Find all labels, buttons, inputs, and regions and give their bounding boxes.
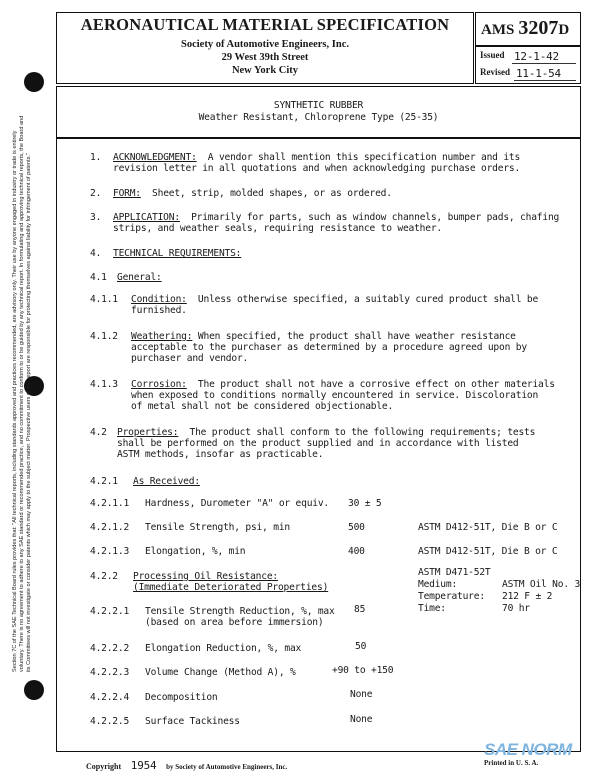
society-name: Society of Automotive Engineers, Inc.	[181, 39, 349, 50]
section-3-title: APPLICATION:	[113, 212, 180, 223]
elongation-value: 400	[348, 546, 365, 557]
tensile-method: ASTM D412-51T, Die B or C	[418, 522, 558, 533]
city: New York City	[231, 65, 299, 76]
decomp-label: Decomposition	[145, 692, 218, 703]
tensile-number: 4.2.1.2	[90, 522, 130, 533]
section-4-1-1-title: Condition:	[131, 294, 187, 305]
issued-date: 12-1-42	[514, 50, 559, 63]
revised-date: 11-1-54	[516, 67, 561, 80]
section-4-1-2-line-1	[131, 331, 516, 342]
section-4-1-3-title: Corrosion:	[131, 379, 187, 390]
medium-value: ASTM Oil No. 3	[502, 579, 581, 590]
section-4-1-1-number: 4.1.1	[90, 294, 118, 305]
spec-title: AERONAUTICAL MATERIAL SPECIFICATION	[80, 15, 450, 34]
section-4-2-text: The product shall conform to the following requirements; tests	[189, 427, 536, 438]
time-value: 70 hr	[502, 603, 530, 614]
medium-label: Medium:	[418, 579, 458, 590]
copyright-word: Copyright	[86, 762, 122, 771]
dates-box	[475, 46, 581, 84]
subject-line2: Weather Resistant, Chloroprene Type (25-35)	[198, 112, 439, 123]
copyright-year: 1954	[130, 759, 157, 772]
section-4-1-2-line-3: purchaser and vendor.	[131, 353, 249, 364]
section-1-line-2: revision letter in all quotations and when acknowledging purchase orders.	[113, 163, 521, 174]
printed-in-usa: Printed in U. S. A.	[484, 759, 539, 767]
section-4-1-3-text: The product shall not have a corrosive effect on other materials	[197, 379, 555, 390]
elongation-number: 4.2.1.3	[90, 546, 130, 557]
section-4-1-2-number: 4.1.2	[90, 331, 118, 342]
sae-norm-logo	[484, 740, 572, 760]
section-4-1-1-text: Unless otherwise specified, a suitably cured product shall be	[197, 294, 539, 305]
tack-label: Surface Tackiness	[145, 716, 240, 727]
sae-norm-mark: SAE NORM	[484, 740, 572, 759]
hardness-label: Hardness, Durometer "A" or equiv.	[145, 498, 330, 509]
ams-digits: 3207	[518, 17, 559, 39]
sidebar-disclaimer-text: Section 7C of the SAE Technical Board rules provides that: "All technical reports, including standards approved and practices recommended, are advisory only. Their use by anyone engaged in industry or trade is entirely voluntary. There is no agreement to adhere to any SAE standard or recommended practice, and no commitment to conform to or be guided by any technical report. In formulating and approving technical reports, the Board and its Committees will not investigate or consider patents which may apply to the subject matter. Prospective users of the report are responsible for protecting themselves against liability for infringement of patents."	[12, 115, 32, 672]
section-4-1-2-text: When specified, the product shall have weather resistance	[197, 331, 516, 342]
copyright-by: by Society of Automotive Engineers, Inc.	[166, 763, 288, 771]
subject-line1: SYNTHETIC RUBBER	[273, 100, 364, 111]
section-3-line-1	[113, 212, 559, 223]
punch-hole-top	[24, 72, 44, 92]
street-address: 29 West 39th Street	[221, 52, 309, 63]
tsr-number: 4.2.2.1	[90, 606, 130, 617]
section-2-title: FORM:	[113, 188, 141, 199]
section-4-number: 4.	[90, 248, 102, 259]
revised-underline	[514, 80, 576, 81]
section-4-1-1-line-1	[131, 294, 538, 305]
section-2-line-1	[113, 188, 392, 199]
section-3-text: Primarily for parts, such as window channels, bumper pads, chafing	[191, 212, 560, 223]
section-4-1-3-number: 4.1.3	[90, 379, 118, 390]
hardness-value: 30 ± 5	[348, 498, 382, 509]
section-4-1-number: 4.1	[90, 272, 107, 283]
ams-revision: D	[558, 22, 570, 38]
section-3-line-2: strips, and weather seals, requiring resistance to weather.	[113, 223, 442, 234]
section-4-1-1-line-2: furnished.	[131, 305, 187, 316]
punch-hole-bottom	[24, 680, 44, 700]
temperature-value: 212 F ± 2	[502, 591, 553, 602]
hardness-number: 4.2.1.1	[90, 498, 130, 509]
elongation-method: ASTM D412-51T, Die B or C	[418, 546, 558, 557]
section-2-text: Sheet, strip, molded shapes, or as ordered.	[152, 188, 392, 199]
tack-value: None	[350, 714, 373, 725]
vc-number: 4.2.2.3	[90, 667, 130, 678]
time-label: Time:	[418, 603, 446, 614]
er-value: 50	[355, 641, 367, 652]
section-4-2-line-1	[117, 427, 535, 438]
section-4-1-3-line-2: when exposed to conditions normally encountered in service. Discoloration	[131, 390, 539, 401]
tsr-label: Tensile Strength Reduction, %, max	[145, 606, 335, 617]
section-4-2-1-number: 4.2.1	[90, 476, 118, 487]
subject-box	[56, 86, 581, 138]
section-4-1-3-line-3: of metal shall not be considered objectionable.	[131, 401, 394, 412]
oil-label: Processing Oil Resistance:	[133, 571, 278, 582]
section-4-2-line-3: ASTM methods, insofar as practicable.	[117, 449, 324, 460]
section-2-number: 2.	[90, 188, 102, 199]
elongation-label: Elongation, %, min	[145, 546, 246, 557]
tack-number: 4.2.2.5	[90, 716, 130, 727]
section-4-2-1-title: As Received:	[133, 476, 200, 487]
tensile-value: 500	[348, 522, 365, 533]
sidebar-disclaimer	[12, 112, 56, 672]
temperature-label: Temperature:	[418, 591, 485, 602]
section-4-1-2-line-2: acceptable to the purchaser as determined by a procedure agreed upon by	[131, 342, 527, 353]
section-4-2-number: 4.2	[90, 427, 107, 438]
tsr-sub: (based on area before immersion)	[145, 617, 324, 628]
er-number: 4.2.2.2	[90, 643, 130, 654]
section-1-title: ACKNOWLEDGMENT:	[113, 152, 197, 163]
decomp-number: 4.2.2.4	[90, 692, 130, 703]
copyright-line	[86, 754, 287, 773]
section-3-number: 3.	[90, 212, 102, 223]
section-1-text: A vendor shall mention this specification number and its	[207, 152, 521, 163]
vc-label: Volume Change (Method A), %	[145, 667, 296, 678]
tensile-label: Tensile Strength, psi, min	[145, 522, 290, 533]
decomp-value: None	[350, 689, 373, 700]
issued-underline	[512, 63, 576, 64]
tsr-value: 85	[354, 604, 366, 615]
section-1-line-1	[113, 152, 520, 163]
oil-method: ASTM D471-52T	[418, 567, 491, 578]
section-4-1-2-title: Weathering:	[131, 331, 193, 342]
ams-number	[481, 17, 569, 40]
revised-label: Revised	[480, 67, 510, 77]
ams-number-box	[475, 12, 581, 46]
er-label: Elongation Reduction, %, max	[145, 643, 302, 654]
vc-value: +90 to +150	[332, 665, 394, 676]
section-1-number: 1.	[90, 152, 102, 163]
oil-sublabel: (Immediate Deteriorated Properties)	[133, 582, 329, 593]
section-4-2-line-2: shall be performed on the product supplied and in accordance with listed	[117, 438, 519, 449]
ams-prefix: AMS	[481, 22, 515, 38]
section-4-title: TECHNICAL REQUIREMENTS:	[113, 248, 242, 259]
section-4-1-3-line-1	[131, 379, 555, 390]
section-4-1-title: General:	[117, 272, 162, 283]
section-4-2-title: Properties:	[117, 427, 179, 438]
header-box	[56, 12, 474, 84]
oil-number: 4.2.2	[90, 571, 118, 582]
issued-label: Issued	[480, 50, 505, 60]
